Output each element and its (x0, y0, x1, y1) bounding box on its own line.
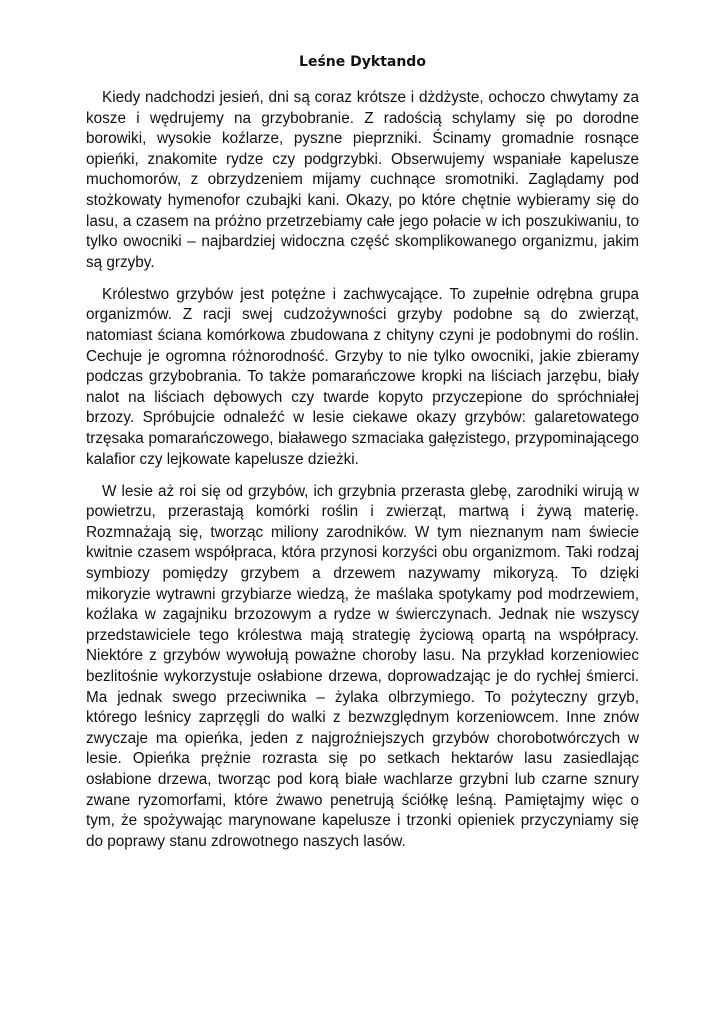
paragraph-1: Kiedy nadchodzi jesień, dni są coraz krótsze i dżdżyste, ochoczo chwytamy za kosze i wędrujemy na grzybobranie. Z radością schylamy się po dorodne borowiki, wysokie koźlarze, pyszne pieprzniki. Ścinamy gromadnie rosnące opieńki, znakomite rydze czy podgrzybki. Obserwujemy wspaniałe kapelusze muchomorów, z obrzydzeniem mijamy cuchnące sromotniki. Zaglądamy pod stożkowaty hymenofor czubajki kani. Okazy, po które chętnie wybieramy się do lasu, a czasem na próżno przetrzebiamy całe jego połacie w ich poszukiwaniu, to tylko owocniki – najbardziej widoczna część skomplikowanego organizmu, jakim są grzyby. (86, 89, 639, 271)
paragraph-2: Królestwo grzybów jest potężne i zachwycające. To zupełnie odrębna grupa organizmów. Z racji swej cudzożywności grzyby podobne są do zwierząt, natomiast ściana komórkowa zbudowana z chityny czyni je podobnymi do roślin. Cechuje je ogromna różnorodność. Grzyby to nie tylko owocniki, jakie zbieramy podczas grzybobrania. To także pomarańczowe kropki na liściach jarzębu, biały nalot na liściach dębowych czy twarde kopyto przyczepione do spróchniałej brzozy. Spróbujcie odnaleźć w lesie ciekawe okazy grzybów: galaretowatego trzęsaka pomarańczowego, białawego szmaciaka gałęzistego, przypominającego kalafior czy lejkowate kapelusze dzieżki. (86, 285, 639, 468)
document-title: Leśne Dyktando (299, 54, 426, 70)
paragraph-3: W lesie aż roi się od grzybów, ich grzybnia przerasta glebę, zarodniki wirują w powietrzu, przerastają komórki roślin i zwierząt, martwą i żywą materię. Rozmnażają się, tworząc miliony zarodników. W tym nieznanym nam świecie kwitnie czasem współpraca, która przynosi korzyści obu organizmom. Taki rodzaj symbiozy pomiędzy grzybem a drzewem nazywamy mikoryzą. To dzięki mikoryzie wytrawni grzybiarze wiedzą, że maślaka spotykamy pod modrzewiem, koźlaka w zagajniku brzozowym a rydze w świerczynach. Jednak nie wszyscy przedstawiciele tego królestwa mają strategię życiową opartą na współpracy. Niektóre z grzybów wywołują poważne choroby lasu. Na przykład korzeniowiec bezlitośnie wykorzystuje osłabione drzewa, doprowadzając je do rychłej śmierci. Ma jednak swego przeciwnika – żylaka olbrzymiego. To pożyteczny grzyb, którego leśnicy zaprzęgli do walki z bezwzględnym korzeniowcem. Inne znów zwyczaje ma opieńka, jeden z najgroźniejszych grzybów chorobotwórczych w lesie. Opieńka prężnie rozrasta się po setkach hektarów lasu zasiedlając osłabione drzewa, tworząc pod korą białe wachlarze grzybni lub czarne sznury zwane ryzomorfami, które żwawo penetrują ściółkę leśną. Pamiętajmy więc o tym, że spożywając marynowane kapelusze i trzonki opieniek przyczyniamy się do poprawy stanu zdrowotnego naszych lasów. (86, 482, 639, 850)
document-body (86, 88, 639, 864)
